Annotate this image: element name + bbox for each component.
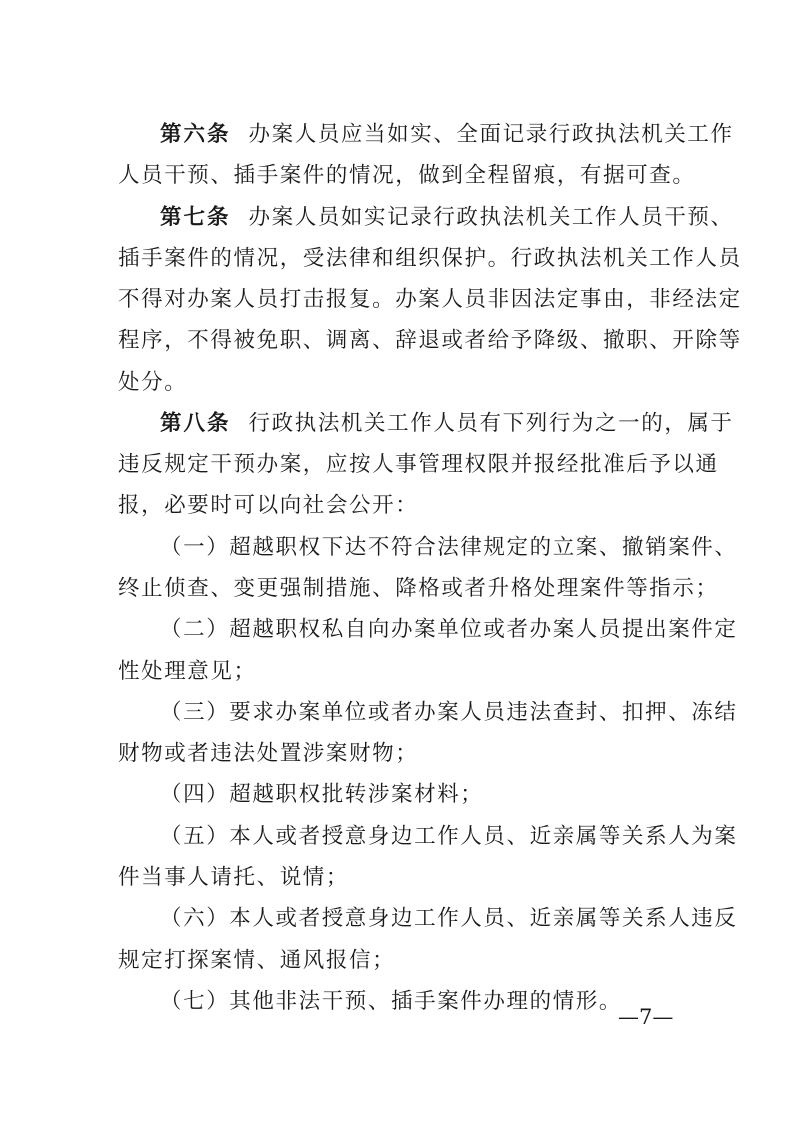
- item-1-line-1: （一）超越职权下达不符合法律规定的立案、撤销案件、: [160, 534, 738, 560]
- article7-line-5: 处分。: [118, 369, 188, 395]
- item-6-line-2: 规定打探案情、通风报信；: [118, 947, 396, 973]
- article6-line-1: [160, 121, 734, 149]
- article6-line-2: 人员干预、插手案件的情况，做到全程留痕，有据可查。: [118, 163, 696, 189]
- item-2-line-2: 性处理意见；: [118, 658, 257, 684]
- article8-line-2: 违反规定干预办案，应按人事管理权限并报经批准后予以通: [118, 452, 719, 478]
- article6-text-1: 办案人员应当如实、全面记录行政执法机关工作: [248, 121, 734, 147]
- article7-text-1: 办案人员如实记录行政执法机关工作人员干预、: [248, 204, 734, 230]
- item-5-line-2: 件当事人请托、说情；: [118, 865, 350, 890]
- article7-line-2: 插手案件的情况，受法律和组织保护。行政执法机关工作人员: [118, 245, 742, 271]
- article7-line-1: [160, 204, 734, 232]
- article7-label: 第七条: [160, 204, 231, 230]
- article8-text-1: 行政执法机关工作人员有下列行为之一的，属于: [248, 410, 734, 436]
- item-5-line-1: （五）本人或者授意身边工作人员、近亲属等关系人为案: [160, 823, 738, 849]
- item-6-line-1: （六）本人或者授意身边工作人员、近亲属等关系人违反: [160, 906, 738, 932]
- article8-line-3: 报，必要时可以向社会公开：: [118, 493, 419, 519]
- article7-line-3: 不得对办案人员打击报复。办案人员非因法定事由，非经法定: [118, 287, 742, 313]
- item-3-line-2: 财物或者违法处置涉案财物；: [118, 741, 419, 767]
- article6-label: 第六条: [160, 121, 231, 147]
- article8-line-1: [160, 410, 734, 438]
- article7-line-4: 程序，不得被免职、调离、辞退或者给予降级、撤职、开除等: [118, 328, 742, 354]
- item-1-line-2: 终止侦查、变更强制措施、降格或者升格处理案件等指示；: [118, 576, 719, 602]
- item-7-line-1: （七）其他非法干预、插手案件办理的情形。: [160, 988, 623, 1014]
- item-3-line-1: （三）要求办案单位或者办案人员违法查封、扣押、冻结: [160, 699, 738, 725]
- article8-label: 第八条: [160, 410, 231, 436]
- page-number: —7—: [618, 1005, 674, 1029]
- item-4-line-1: （四）超越职权批转涉案材料；: [160, 782, 484, 808]
- item-2-line-1: （二）超越职权私自向办案单位或者办案人员提出案件定: [160, 617, 738, 643]
